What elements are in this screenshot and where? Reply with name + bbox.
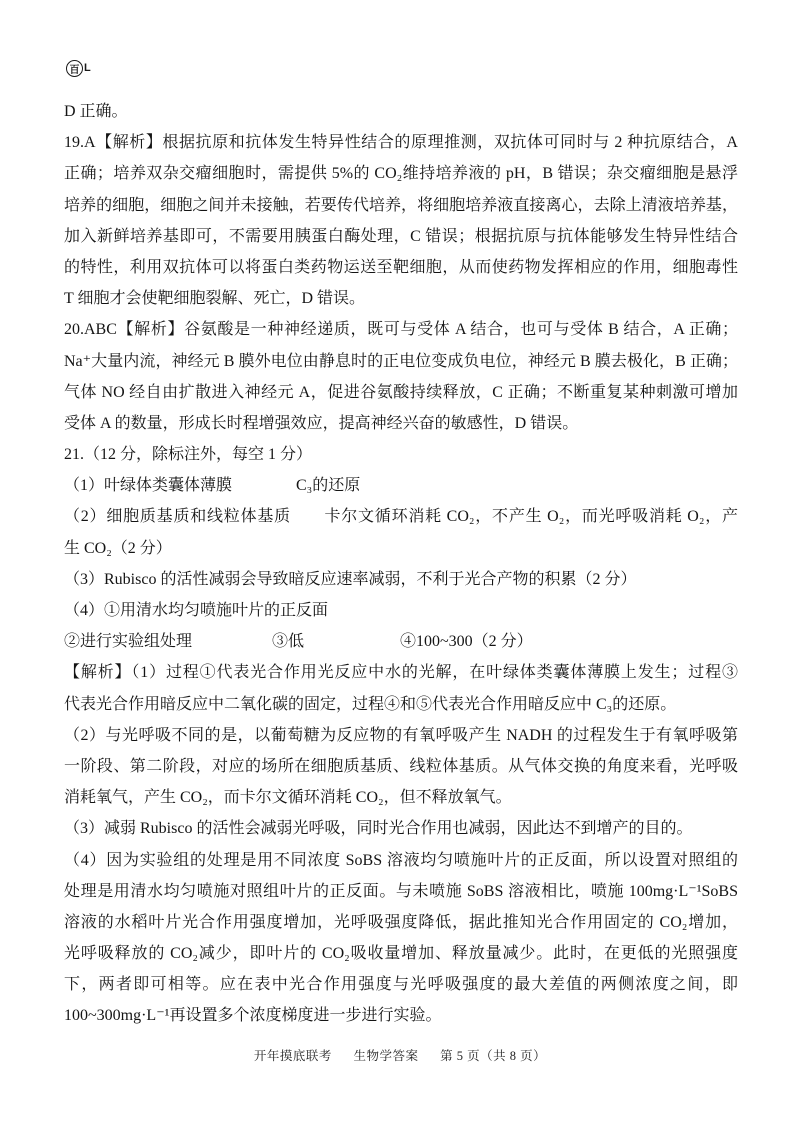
text-line: （2）与光呼吸不同的是，以葡萄糖为反应物的有氧呼吸产生 NADH 的过程发生于有氧呼吸第	[64, 726, 738, 744]
footer-page-number: 第 5 页（共 8 页）	[440, 1049, 547, 1063]
text-line: （3）减弱 Rubisco 的活性会减弱光呼吸，同时光合作用也减弱，因此达不到增产的目的。	[64, 820, 693, 838]
text-line: 100~300mg·L⁻¹再设置多个浓度梯度进一步进行实验。	[64, 1007, 442, 1025]
text-line: 代表光合作用暗反应中二氧化碳的固定，过程④和⑤代表光合作用暗反应中 C₃的还原。	[64, 695, 677, 713]
text-line: （2）细胞质基质和线粒体基质 卡尔文循环消耗 CO₂，不产生 O₂，而光呼吸消耗 O₂，产	[64, 508, 738, 526]
text-line: 21.（12 分，除标注外，每空 1 分）	[64, 446, 313, 464]
circle-logo-icon: 百	[66, 60, 83, 77]
watermark-suffix: L	[84, 62, 91, 74]
footer-exam-name: 开年摸底联考	[253, 1049, 332, 1063]
text-line: 19.A【解析】根据抗原和抗体发生特异性结合的原理推测，双抗体可同时与 2 种抗原结合，A	[64, 134, 738, 152]
text-line: 光呼吸释放的 CO₂减少，即叶片的 CO₂吸收量增加、释放量减少。此时，在更低的光照强度	[64, 945, 738, 963]
text-line: 受体 A 的数量，形成长时程增强效应，提高神经兴奋的敏感性，D 错误。	[64, 414, 579, 432]
text-line: 处理是用清水均匀喷施对照组叶片的正反面。与未喷施 SoBS 溶液相比，喷施 100mg·L⁻¹SoBS	[64, 882, 738, 900]
text-line: （1）叶绿体类囊体薄膜 C₃的还原	[64, 477, 361, 495]
text-line: 培养的细胞，细胞之间并未接触，若要传代培养，将细胞培养液直接离心，去除上清液培养基，	[64, 196, 738, 214]
text-line: T 细胞才会使靶细胞裂解、死亡，D 错误。	[64, 290, 366, 308]
text-line: 下，两者即可相等。应在表中光合作用强度与光呼吸强度的最大差值的两侧浓度之间，即	[64, 976, 738, 994]
text-line: 气体 NO 经自由扩散进入神经元 A，促进谷氨酸持续释放，C 正确；不断重复某种刺激可增加	[64, 383, 738, 401]
text-line: （4）①用清水均匀喷施叶片的正反面	[64, 602, 329, 619]
document-lines	[64, 96, 738, 1032]
text-line: 的特性，利用双抗体可以将蛋白类药物运送至靶细胞，从而使药物发挥相应的作用，细胞毒性	[64, 258, 738, 276]
text-line: 【解析】（1）过程①代表光合作用光反应中水的光解，在叶绿体类囊体薄膜上发生；过程③	[64, 664, 738, 682]
text-line: 加入新鲜培养基即可，不需要用胰蛋白酶处理，C 错误；根据抗原与抗体能够发生特异性结合	[64, 227, 738, 245]
text-line: D 正确。	[64, 103, 128, 120]
text-line: 生 CO₂（2 分）	[64, 539, 172, 557]
text-line: 20.ABC【解析】谷氨酸是一种神经递质，既可与受体 A 结合，也可与受体 B 结合，A 正确；	[64, 321, 738, 339]
text-line: 消耗氧气，产生 CO₂，而卡尔文循环消耗 CO₂，但不释放氧气。	[64, 789, 512, 807]
text-line: 正确；培养双杂交瘤细胞时，需提供 5%的 CO₂维持培养液的 pH，B 错误；杂交瘤细胞是悬浮	[64, 165, 738, 183]
text-line: ②进行实验组处理 ③低 ④100~300（2 分）	[64, 633, 533, 651]
text-line: （3）Rubisco 的活性减弱会导致暗反应速率减弱，不利于光合产物的积累（2 分）	[64, 570, 637, 588]
text-line: （4）因为实验组的处理是用不同浓度 SoBS 溶液均匀喷施叶片的正反面，所以设置对照组的	[64, 851, 738, 869]
watermark-logo	[66, 58, 91, 78]
text-line: 一阶段、第二阶段，对应的场所在细胞质基质、线粒体基质。从气体交换的角度来看，光呼吸	[64, 757, 738, 775]
footer-subject: 生物学答案	[353, 1049, 419, 1063]
text-line: 溶液的水稻叶片光合作用强度增加，光呼吸强度降低，据此推知光合作用固定的 CO₂增加，	[64, 913, 738, 931]
text-line: Na⁺大量内流，神经元 B 膜外电位由静息时的正电位变成负电位，神经元 B 膜去极化，B 正确；	[64, 352, 738, 370]
page-footer	[0, 1046, 800, 1064]
